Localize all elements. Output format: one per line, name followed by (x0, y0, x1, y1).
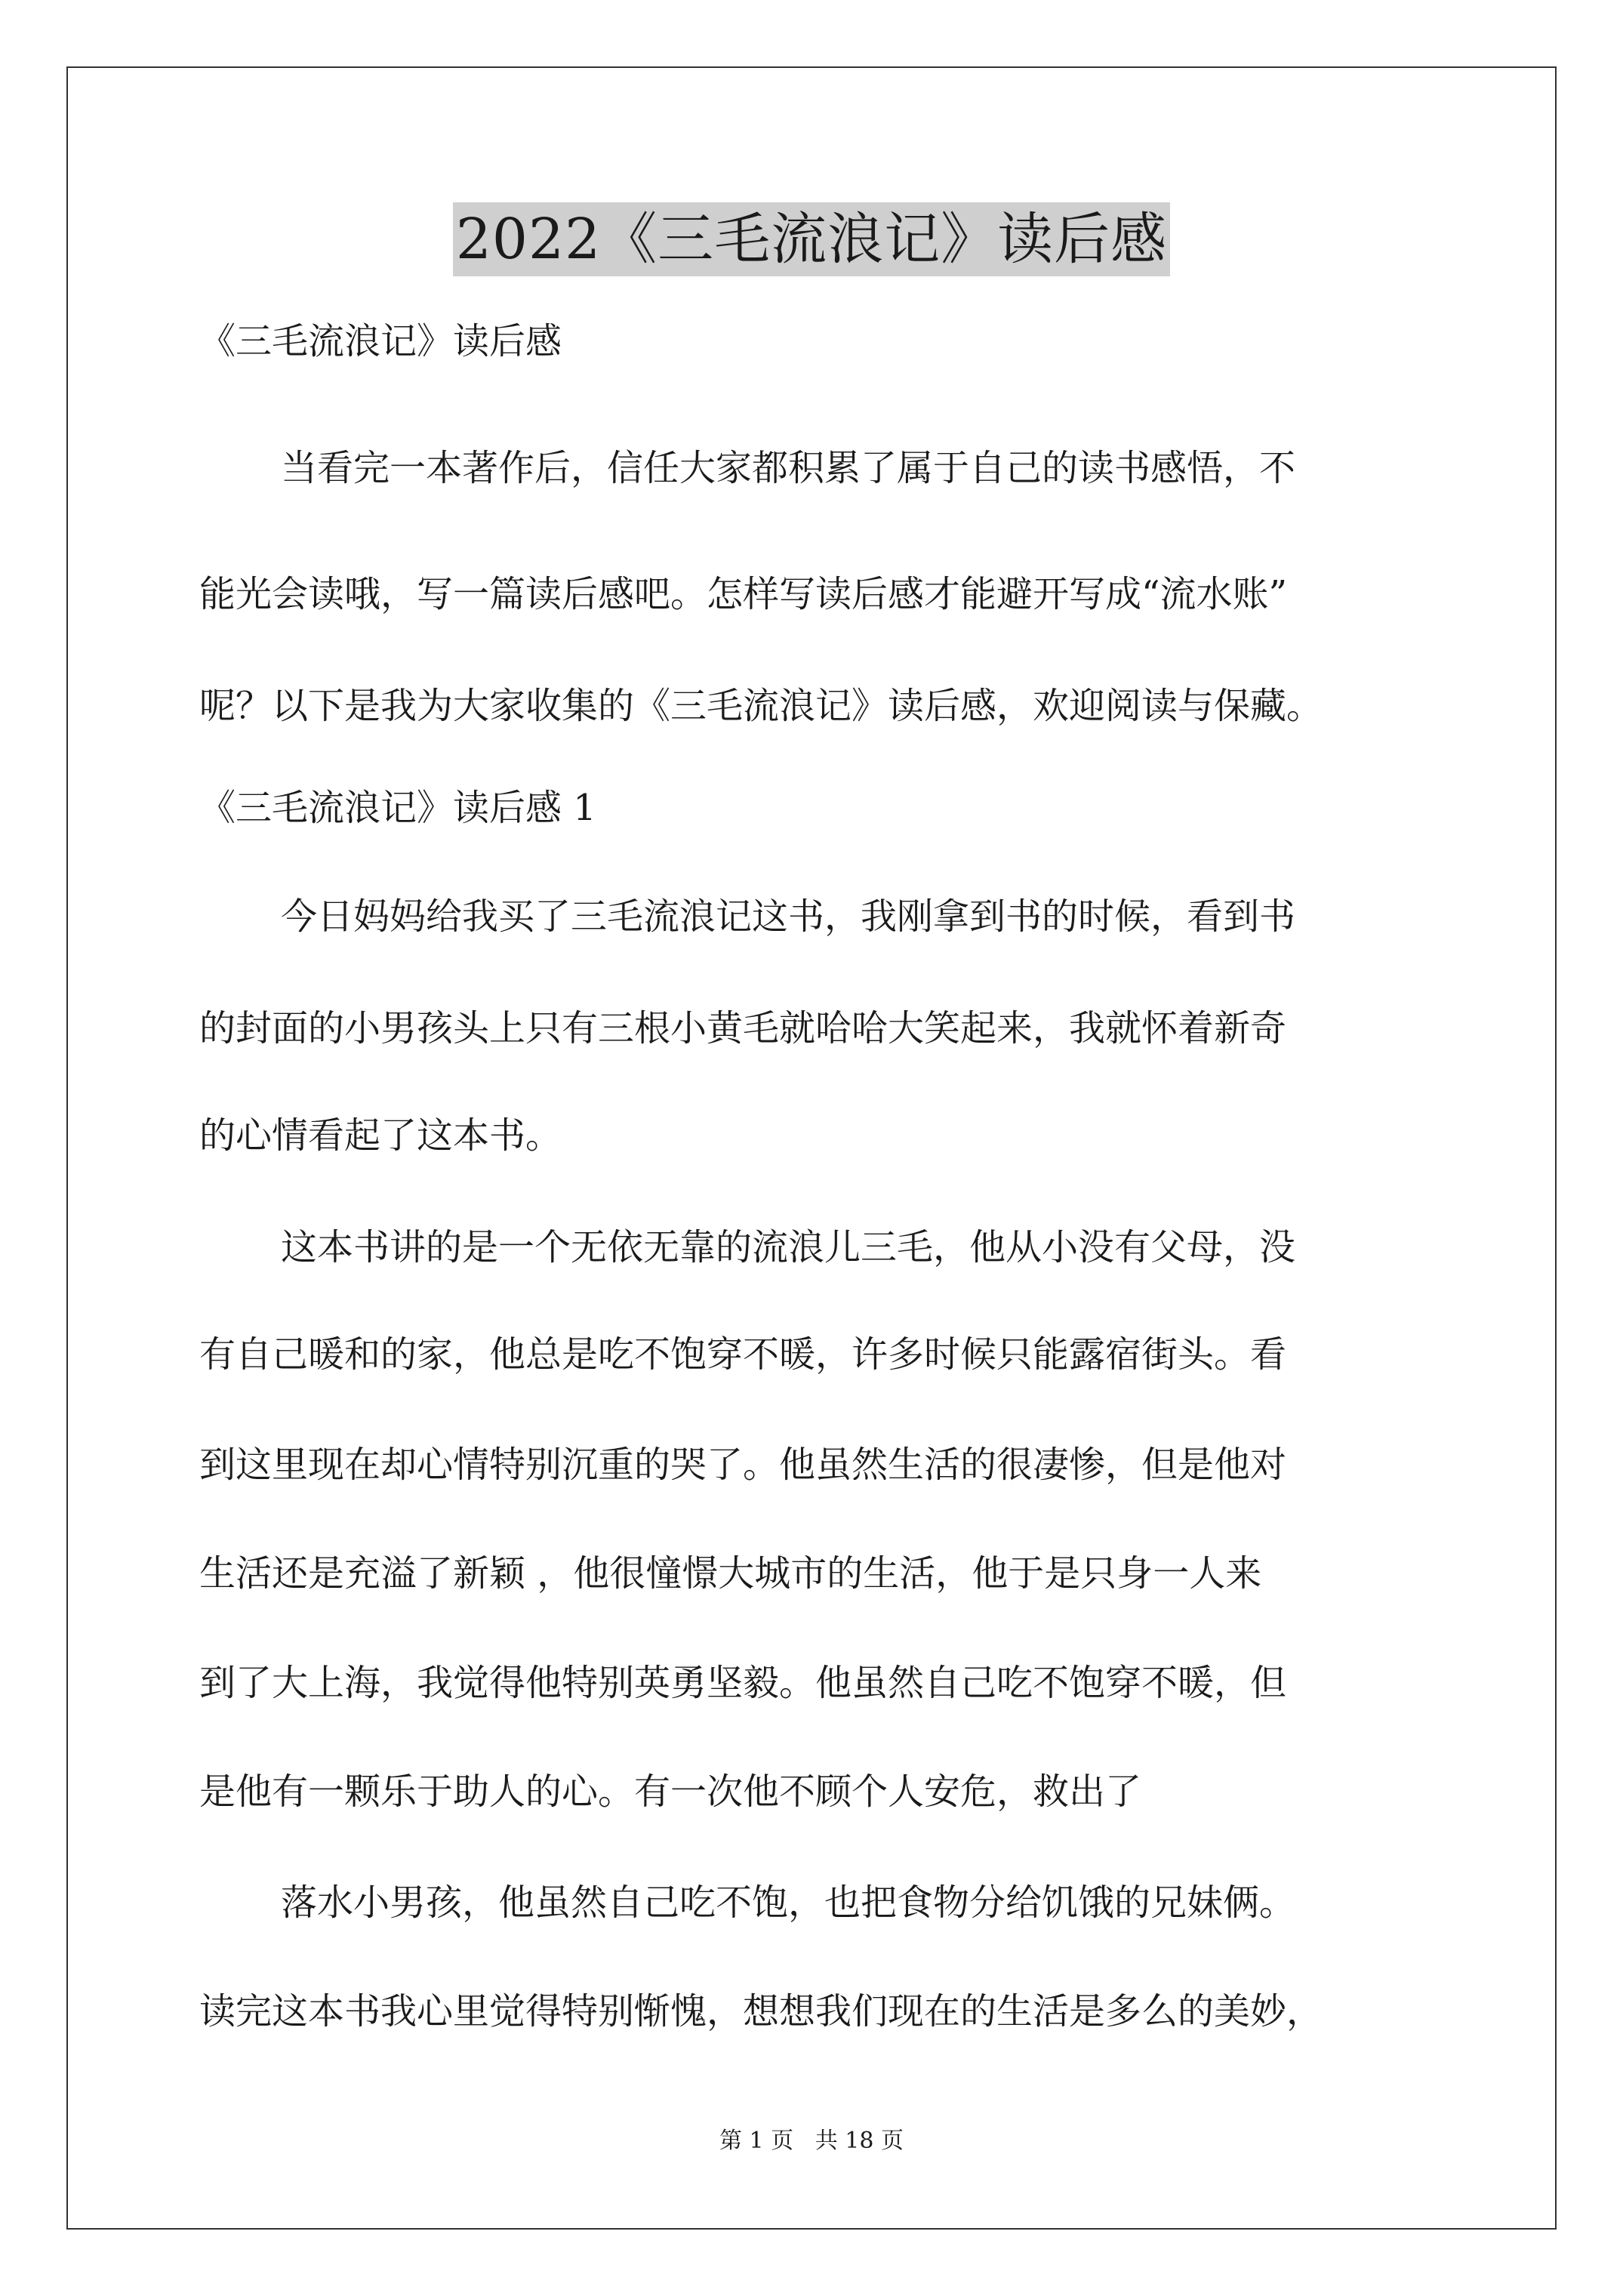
paragraph-line: 能光会读哦，写一篇读后感吧。怎样写读后感才能避开写成“流水账” (199, 573, 1288, 615)
paragraph-line: 有自己暖和的家，他总是吃不饱穿不暖，许多时候只能露宿街头。看 (199, 1333, 1287, 1376)
paragraph-line: 的封面的小男孩头上只有三根小黄毛就哈哈大笑起来，我就怀着新奇 (199, 1007, 1287, 1049)
section-heading: 《三毛流浪记》读后感 1 (199, 787, 596, 829)
paragraph-line: 生活还是充溢了新颖 ，他很憧憬大城市的生活，他于是只身一人来 (199, 1552, 1262, 1595)
title-container (0, 202, 1623, 276)
paragraph-line: 到了大上海，我觉得他特别英勇坚毅。他虽然自己吃不饱穿不暖，但 (199, 1662, 1287, 1704)
paragraph-line: 到这里现在却心情特别沉重的哭了。他虽然生活的很凄惨，但是他对 (199, 1444, 1287, 1486)
document-title: 2022《三毛流浪记》读后感 (453, 202, 1170, 276)
page-number: 第 1 页 共 18 页 (719, 2128, 904, 2154)
paragraph-line: 当看完一本著作后，信任大家都积累了属于自己的读书感悟，不 (281, 447, 1296, 489)
paragraph-line: 今日妈妈给我买了三毛流浪记这书，我刚拿到书的时候，看到书 (281, 895, 1296, 938)
paragraph-line: 这本书讲的是一个无依无靠的流浪儿三毛，他从小没有父母，没 (281, 1226, 1296, 1268)
paragraph-line: 落水小男孩，他虽然自己吃不饱，也把食物分给饥饿的兄妹俩。 (281, 1881, 1296, 1924)
section-heading: 《三毛流浪记》读后感 (199, 320, 562, 362)
paragraph-line: 读完这本书我心里觉得特别惭愧，想想我们现在的生活是多么的美妙， (199, 1990, 1323, 2032)
paragraph-line: 呢？以下是我为大家收集的《三毛流浪记》读后感，欢迎阅读与保藏。 (199, 685, 1323, 727)
paragraph-line: 的心情看起了这本书。 (199, 1114, 562, 1157)
paragraph-line: 是他有一颗乐于助人的心。有一次他不顾个人安危，救出了 (199, 1771, 1142, 1813)
